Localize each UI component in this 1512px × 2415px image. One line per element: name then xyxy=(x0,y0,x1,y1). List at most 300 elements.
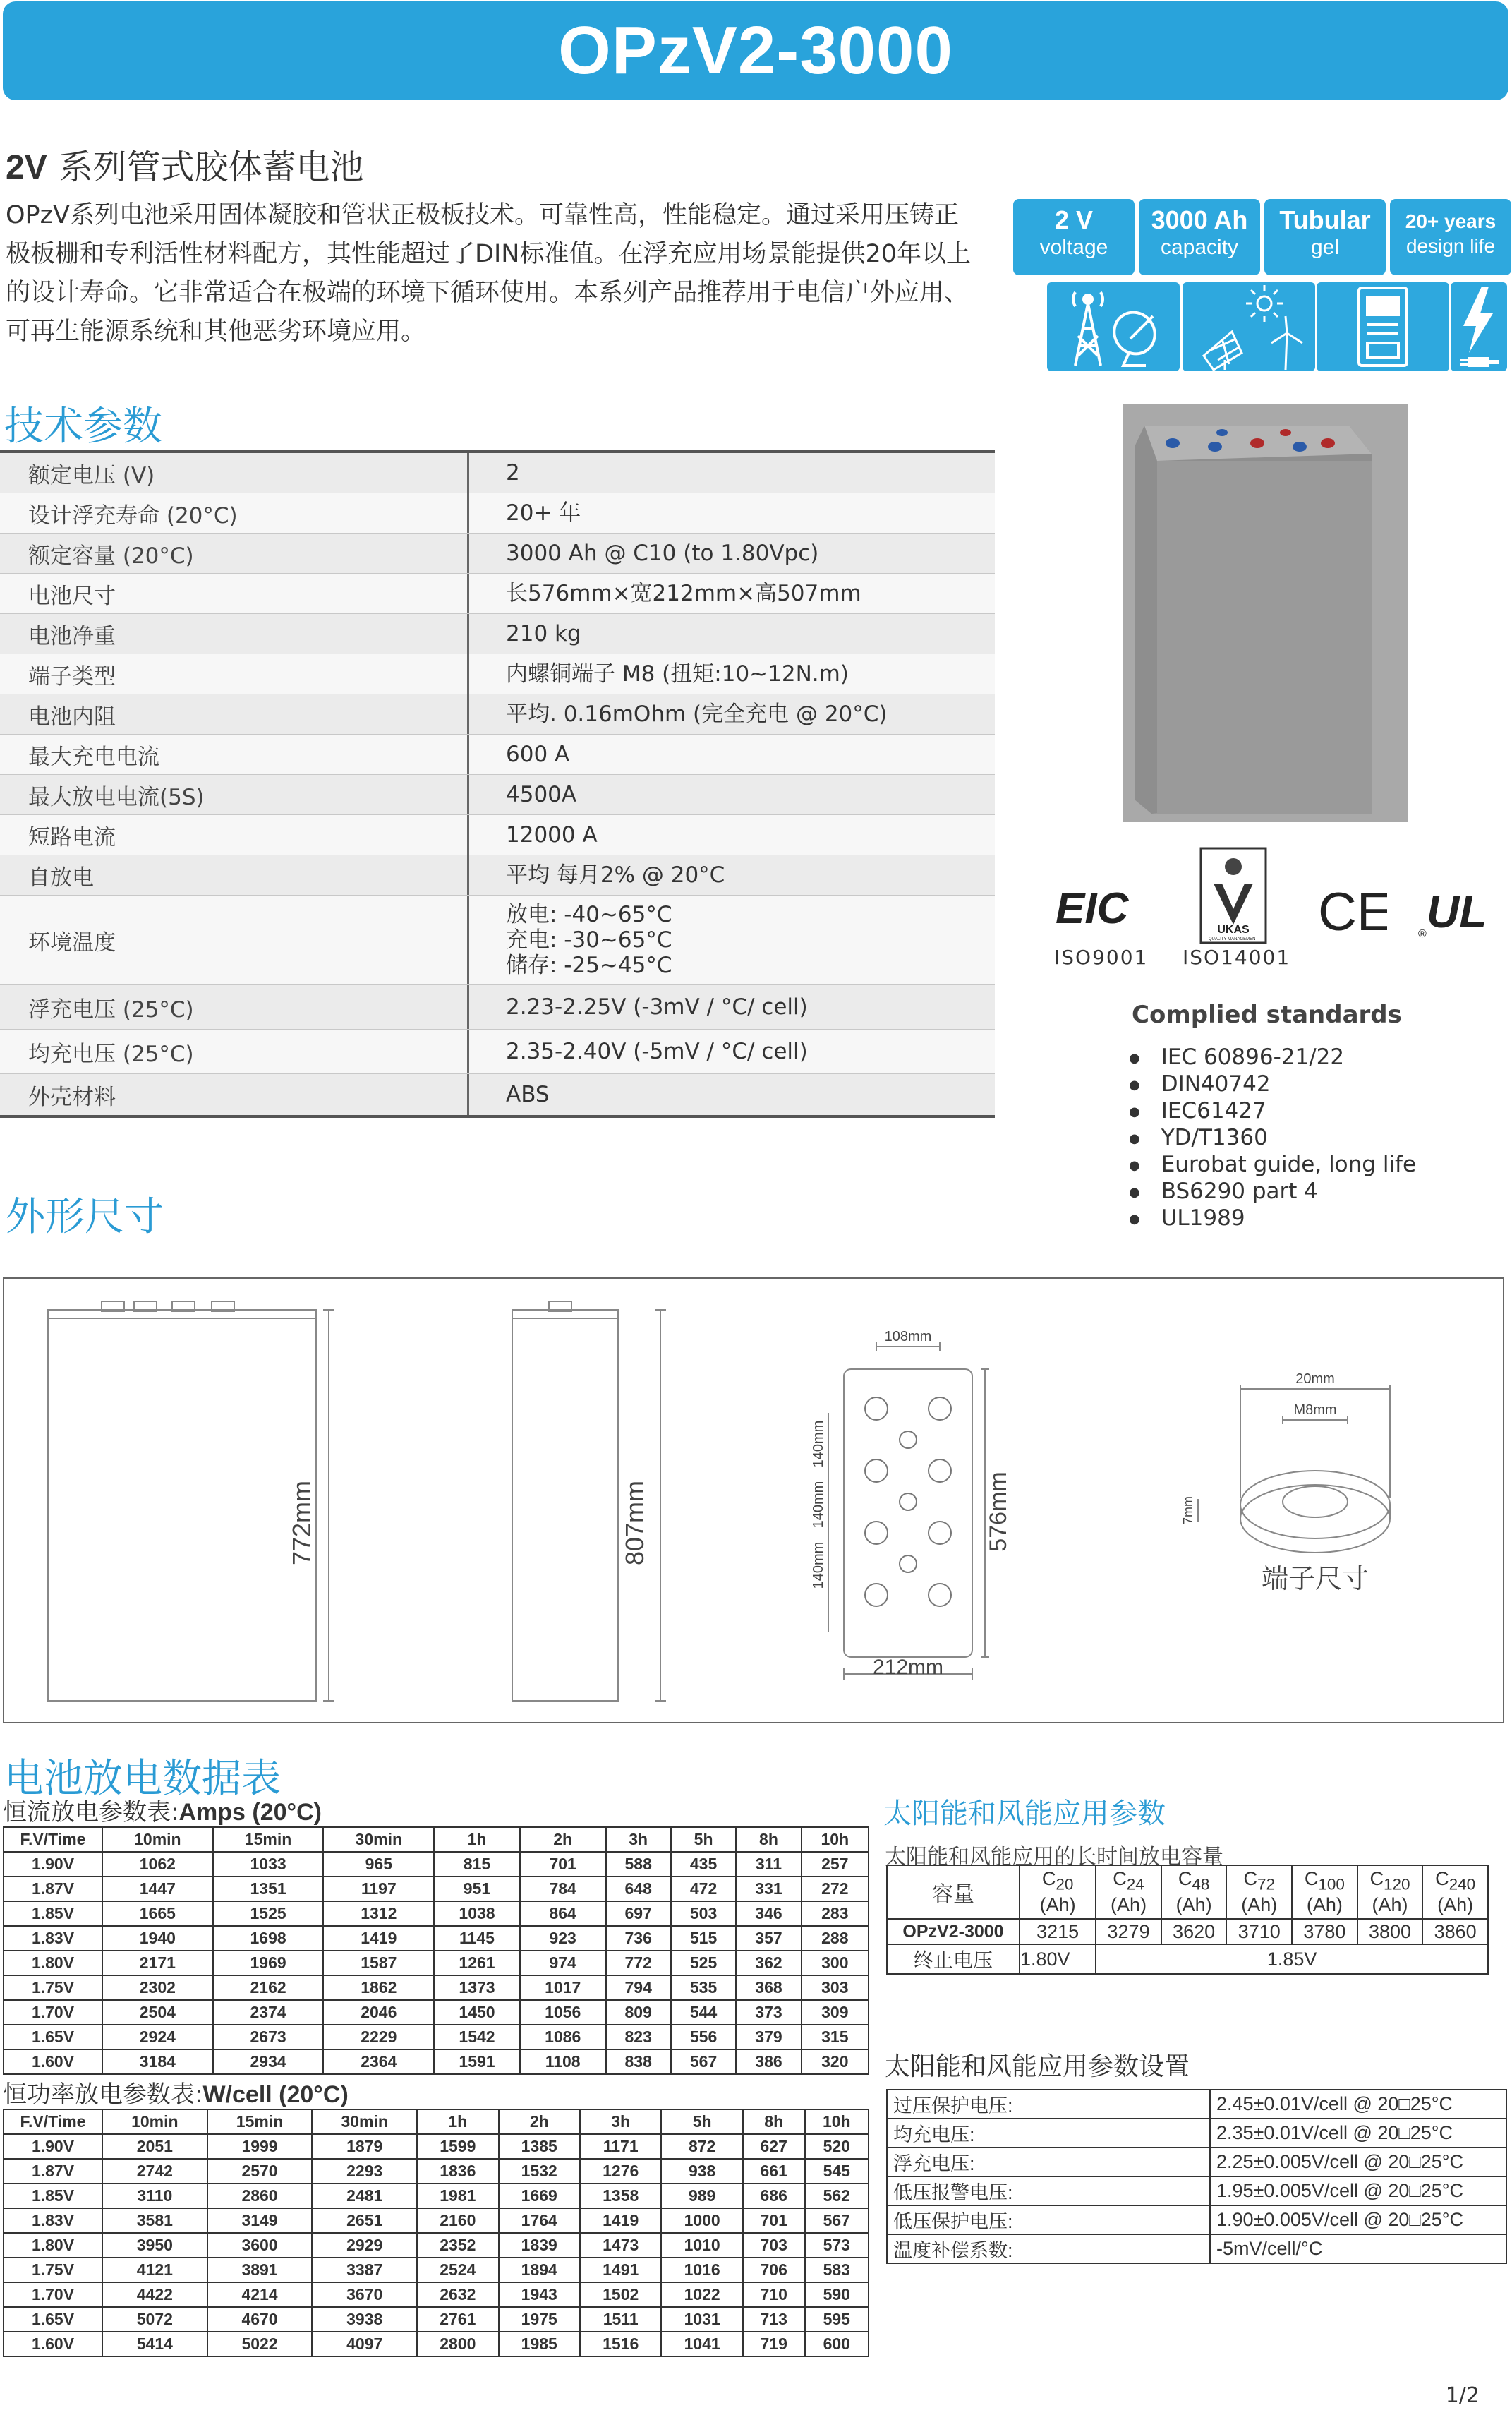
table-cell: 1000 xyxy=(661,2208,742,2233)
table-cell: 5072 xyxy=(102,2307,207,2332)
table-row xyxy=(4,2332,869,2356)
table-cell: 515 xyxy=(671,1926,736,1951)
cap-sub: 24 xyxy=(1126,1875,1144,1893)
subtitle-text: 系列管式胶体蓄电池 xyxy=(59,147,364,187)
table-cell: 2761 xyxy=(417,2307,498,2332)
spec-key: 最大充电电流 xyxy=(0,735,469,774)
table-cell: 4121 xyxy=(102,2258,207,2282)
spec-key: 额定电压 (V) xyxy=(0,453,469,493)
list-item: ● Eurobat guide, long life xyxy=(1129,1152,1416,1179)
table-cell: 951 xyxy=(434,1877,520,1901)
table-row xyxy=(4,1951,869,1975)
settings-key: 温度补偿系数: xyxy=(887,2234,1210,2263)
table-row xyxy=(887,2090,1506,2119)
table-cell: 4214 xyxy=(207,2282,313,2307)
table-row xyxy=(887,1919,1488,1944)
dim-length: 576mm xyxy=(985,1471,1012,1552)
table-cell: 2229 xyxy=(323,2025,434,2049)
settings-key: 过压保护电压: xyxy=(887,2090,1210,2119)
spec-value: 2 xyxy=(506,460,520,486)
badge-design-life xyxy=(1390,199,1511,275)
table-cell: 3149 xyxy=(207,2208,313,2233)
cap-unit: (Ah) xyxy=(1039,1893,1076,1915)
cap-sub: 20 xyxy=(1056,1875,1074,1893)
spec-row xyxy=(0,574,995,614)
table-cell: 1511 xyxy=(580,2307,661,2332)
dim-width: 212mm xyxy=(872,1656,944,1679)
table-cell: 3387 xyxy=(312,2258,417,2282)
table-cell: 809 xyxy=(606,2000,671,2025)
table-cell: 3581 xyxy=(102,2208,207,2233)
table-cell: 2924 xyxy=(102,2025,213,2049)
table-row xyxy=(4,2159,869,2184)
capacity-col-header xyxy=(1226,1865,1292,1919)
table-cell: 1599 xyxy=(417,2134,498,2159)
standards-list xyxy=(1129,1044,1416,1232)
table-header: 3h xyxy=(580,2109,661,2134)
dim-height-2: 807mm xyxy=(620,1480,649,1566)
capacity-col-header xyxy=(1357,1865,1423,1919)
watts-table-title-cn: 恒功率放电参数表: xyxy=(3,2080,203,2109)
cap-c: C xyxy=(1304,1868,1319,1890)
table-cell: 794 xyxy=(606,1975,671,2000)
table-row xyxy=(4,1975,869,2000)
spec-row xyxy=(0,1030,995,1074)
spec-value: 平均 每月2% @ 20°C xyxy=(506,862,725,888)
table-cell: 701 xyxy=(743,2208,805,2233)
spec-value: 内螺铜端子 M8 (扭矩:10~12N.m) xyxy=(506,661,849,687)
spec-key: 短路电流 xyxy=(0,815,469,855)
table-header: 15min xyxy=(207,2109,313,2134)
table-cell: 1.60V xyxy=(4,2332,102,2356)
table-cell: 719 xyxy=(743,2332,805,2356)
cap-c: C xyxy=(1369,1868,1384,1890)
settings-value: 2.35±0.01V/cell @ 20□25°C xyxy=(1210,2119,1506,2148)
table-header: 30min xyxy=(312,2109,417,2134)
spec-row xyxy=(0,855,995,896)
table-row xyxy=(4,2307,869,2332)
spec-key: 最大放电电流(5S) xyxy=(0,775,469,814)
badge-tubular-value: Tubular xyxy=(1279,205,1371,234)
section-title-discharge: 电池放电数据表 xyxy=(4,1756,281,1802)
table-cell: 573 xyxy=(805,2233,869,2258)
table-cell: 1145 xyxy=(434,1926,520,1951)
spec-value: 20+ 年 xyxy=(506,500,581,526)
table-cell: 772 xyxy=(606,1951,671,1975)
table-cell: 1.70V xyxy=(4,2282,102,2307)
table-cell: 1532 xyxy=(499,2159,580,2184)
spec-key: 浮充电压 (25°C) xyxy=(0,985,469,1029)
table-cell: 815 xyxy=(434,1852,520,1877)
spec-row xyxy=(0,815,995,855)
list-item: ● YD/T1360 xyxy=(1129,1125,1416,1152)
table-cell: 272 xyxy=(802,1877,869,1901)
table-row xyxy=(4,2184,869,2208)
iso14001-label: ISO14001 xyxy=(1183,946,1291,969)
amps-table xyxy=(3,1826,869,2075)
table-cell: 710 xyxy=(743,2282,805,2307)
spec-key: 外壳材料 xyxy=(0,1074,469,1115)
watts-table-title xyxy=(3,2075,349,2109)
dim-height-1: 772mm xyxy=(287,1480,316,1566)
table-cell: 3600 xyxy=(207,2233,313,2258)
table-cell: 1943 xyxy=(499,2282,580,2307)
table-cell: 2293 xyxy=(312,2159,417,2184)
spec-value: 4500A xyxy=(506,782,577,807)
table-cell: 472 xyxy=(671,1877,736,1901)
badge-capacity-value: 3000 Ah xyxy=(1151,205,1248,234)
spec-row xyxy=(0,534,995,574)
table-header: F.V/Time xyxy=(4,2109,102,2134)
table-cell: 1041 xyxy=(661,2332,742,2356)
table-cell: 864 xyxy=(520,1901,606,1926)
table-cell: 1197 xyxy=(323,1877,434,1901)
table-cell: 283 xyxy=(802,1901,869,1926)
table-cell: 1.87V xyxy=(4,2159,102,2184)
table-cell: 736 xyxy=(606,1926,671,1951)
table-cell: 1525 xyxy=(213,1901,324,1926)
dim-pitch-3: 140mm xyxy=(811,1541,826,1589)
spec-value: 12000 A xyxy=(506,822,598,848)
table-row xyxy=(4,2208,869,2233)
dimension-drawing xyxy=(3,1277,1504,1723)
table-header: F.V/Time xyxy=(4,1827,102,1852)
capacity-end-label: 终止电压 xyxy=(887,1944,1020,1974)
cap-sub: 100 xyxy=(1318,1875,1345,1893)
table-cell: 556 xyxy=(671,2025,736,2049)
table-row xyxy=(4,1852,869,1877)
table-cell: 4422 xyxy=(102,2282,207,2307)
settings-value: 1.90±0.005V/cell @ 20□25°C xyxy=(1210,2205,1506,2234)
table-row xyxy=(887,2119,1506,2148)
table-row xyxy=(4,2025,869,2049)
table-cell: 1.80V xyxy=(1020,1944,1096,1974)
table-cell: 2524 xyxy=(417,2258,498,2282)
table-cell: 309 xyxy=(802,2000,869,2025)
spec-key: 均充电压 (25°C) xyxy=(0,1030,469,1073)
table-header: 10h xyxy=(805,2109,869,2134)
spec-value: 平均. 0.16mOhm (完全充电 @ 20°C) xyxy=(506,701,888,727)
settings-key: 均充电压: xyxy=(887,2119,1210,2148)
cap-sub: 72 xyxy=(1257,1875,1276,1893)
table-cell: 2302 xyxy=(102,1975,213,2000)
table-cell: 838 xyxy=(606,2049,671,2074)
table-cell: 661 xyxy=(743,2159,805,2184)
table-cell: 1.85V xyxy=(1096,1944,1488,1974)
table-row xyxy=(4,2049,869,2074)
table-cell: 257 xyxy=(802,1852,869,1877)
table-cell: 2632 xyxy=(417,2282,498,2307)
badge-tubular-label: gel xyxy=(1310,236,1340,259)
table-cell: 1312 xyxy=(323,1901,434,1926)
settings-value: 2.25±0.005V/cell @ 20□25°C xyxy=(1210,2148,1506,2176)
table-cell: 1.83V xyxy=(4,2208,102,2233)
spec-key: 自放电 xyxy=(0,855,469,895)
table-cell: 288 xyxy=(802,1926,869,1951)
cap-sub: 120 xyxy=(1383,1875,1410,1893)
spec-key: 电池内阻 xyxy=(0,694,469,734)
dim-terminal-outer: 20mm xyxy=(1295,1371,1335,1387)
settings-value: 2.45±0.01V/cell @ 20□25°C xyxy=(1210,2090,1506,2119)
table-row xyxy=(4,2000,869,2025)
spec-value: 2.35-2.40V (-5mV / °C/ cell) xyxy=(506,1039,808,1064)
table-cell: 706 xyxy=(743,2258,805,2282)
list-item: ● IEC61427 xyxy=(1129,1098,1416,1125)
badge-tubular xyxy=(1264,199,1386,275)
table-cell: 2481 xyxy=(312,2184,417,2208)
table-cell: 648 xyxy=(606,1877,671,1901)
table-cell: 1.87V xyxy=(4,1877,102,1901)
table-cell: 1419 xyxy=(580,2208,661,2233)
table-cell: 1894 xyxy=(499,2258,580,2282)
terminal-size-label: 端子尺寸 xyxy=(1261,1563,1369,1594)
table-cell: 1879 xyxy=(312,2134,417,2159)
table-cell: 1108 xyxy=(520,2049,606,2074)
cap-unit: (Ah) xyxy=(1111,1893,1147,1915)
lightning-plug-icon xyxy=(1451,282,1507,371)
badge-design-life-value: 20+ years xyxy=(1405,210,1496,232)
table-cell: 2929 xyxy=(312,2233,417,2258)
table-cell: 1450 xyxy=(434,2000,520,2025)
table-cell: 923 xyxy=(520,1926,606,1951)
table-cell: 1502 xyxy=(580,2282,661,2307)
table-header: 1h xyxy=(434,1827,520,1852)
table-row xyxy=(887,2176,1506,2205)
table-cell: 5414 xyxy=(102,2332,207,2356)
spec-row xyxy=(0,614,995,654)
table-cell: 590 xyxy=(805,2282,869,2307)
table-cell: 3279 xyxy=(1096,1919,1161,1944)
table-cell: 1.80V xyxy=(4,2233,102,2258)
table-cell: 1839 xyxy=(499,2233,580,2258)
table-cell: 1516 xyxy=(580,2332,661,2356)
spec-value: 600 A xyxy=(506,742,570,767)
table-cell: 1022 xyxy=(661,2282,742,2307)
list-item: ● DIN40742 xyxy=(1129,1071,1416,1098)
settings-value: -5mV/cell/°C xyxy=(1210,2234,1506,2263)
table-row xyxy=(887,1944,1488,1974)
settings-value: 1.95±0.005V/cell @ 20□25°C xyxy=(1210,2176,1506,2205)
spec-key: 环境温度 xyxy=(0,896,469,984)
table-cell: 1373 xyxy=(434,1975,520,2000)
table-cell: 315 xyxy=(802,2025,869,2049)
table-cell: 1.65V xyxy=(4,2025,102,2049)
badge-capacity-label: capacity xyxy=(1160,236,1239,259)
table-cell: 1276 xyxy=(580,2159,661,2184)
table-cell: 1.70V xyxy=(4,2000,102,2025)
table-cell: 686 xyxy=(743,2184,805,2208)
spec-value: 3000 Ah @ C10 (to 1.80Vpc) xyxy=(506,541,819,566)
table-cell: 823 xyxy=(606,2025,671,2049)
capacity-col-header xyxy=(1161,1865,1227,1919)
table-cell: 1985 xyxy=(499,2332,580,2356)
watts-table xyxy=(3,2109,869,2357)
cap-c: C xyxy=(1243,1868,1257,1890)
spec-key: 电池净重 xyxy=(0,614,469,654)
table-cell: 1.80V xyxy=(4,1951,102,1975)
table-cell: 2504 xyxy=(102,2000,213,2025)
table-header: 2h xyxy=(499,2109,580,2134)
table-cell: 2352 xyxy=(417,2233,498,2258)
table-header: 15min xyxy=(213,1827,324,1852)
cap-sub: 48 xyxy=(1192,1875,1210,1893)
table-cell: 2160 xyxy=(417,2208,498,2233)
table-cell: 1999 xyxy=(207,2134,313,2159)
ul-logo-text: UL xyxy=(1427,886,1487,937)
table-cell: 300 xyxy=(802,1951,869,1975)
table-cell: 4670 xyxy=(207,2307,313,2332)
table-cell: 1351 xyxy=(213,1877,324,1901)
cap-sub: 240 xyxy=(1449,1875,1476,1893)
table-cell: 2570 xyxy=(207,2159,313,2184)
table-cell: 784 xyxy=(520,1877,606,1901)
table-cell: 1062 xyxy=(102,1852,213,1877)
ukas-logo-text: UKAS xyxy=(1217,924,1250,936)
solar-capacity-table xyxy=(886,1865,1489,1975)
spec-row xyxy=(0,735,995,775)
spec-value: 长576mm×宽212mm×高507mm xyxy=(506,581,861,606)
table-cell: 3110 xyxy=(102,2184,207,2208)
table-cell: 1491 xyxy=(580,2258,661,2282)
table-header-row xyxy=(4,2109,869,2134)
dim-terminal-height: 7mm xyxy=(1181,1496,1195,1524)
table-row xyxy=(4,2258,869,2282)
table-cell: 1969 xyxy=(213,1951,324,1975)
table-cell: 544 xyxy=(671,2000,736,2025)
table-header: 8h xyxy=(743,2109,805,2134)
table-cell: 362 xyxy=(736,1951,801,1975)
table-cell: 386 xyxy=(736,2049,801,2074)
svg-text:®: ® xyxy=(1418,928,1427,939)
table-cell: 1764 xyxy=(499,2208,580,2233)
table-cell: 1261 xyxy=(434,1951,520,1975)
page-number: 1/2 xyxy=(1445,2383,1480,2408)
table-cell: 373 xyxy=(736,2000,801,2025)
capacity-col-header xyxy=(1096,1865,1161,1919)
table-cell: 1010 xyxy=(661,2233,742,2258)
badge-design-life-label: design life xyxy=(1405,235,1496,257)
table-cell: 2651 xyxy=(312,2208,417,2233)
cap-c: C xyxy=(1435,1868,1449,1890)
table-cell: 583 xyxy=(805,2258,869,2282)
eic-logo xyxy=(1053,882,1144,934)
table-cell: 3184 xyxy=(102,2049,213,2074)
table-cell: 520 xyxy=(805,2134,869,2159)
cap-c: C xyxy=(1178,1868,1192,1890)
cap-unit: (Ah) xyxy=(1241,1893,1278,1915)
table-header: 8h xyxy=(736,1827,801,1852)
table-cell: 1.85V xyxy=(4,2184,102,2208)
table-cell: 588 xyxy=(606,1852,671,1877)
section-title-solar: 太阳能和风能应用参数 xyxy=(883,1797,1166,1830)
cap-c: C xyxy=(1113,1868,1127,1890)
table-cell: 3860 xyxy=(1422,1919,1488,1944)
list-item: ● BS6290 part 4 xyxy=(1129,1179,1416,1205)
table-cell: 1033 xyxy=(213,1852,324,1877)
spec-key: 端子类型 xyxy=(0,654,469,694)
watts-table-title-en: W/cell (20°C) xyxy=(202,2081,349,2108)
table-cell: 368 xyxy=(736,1975,801,2000)
table-cell: 2860 xyxy=(207,2184,313,2208)
table-row xyxy=(4,1877,869,1901)
table-cell: 435 xyxy=(671,1852,736,1877)
cap-unit: (Ah) xyxy=(1437,1893,1474,1915)
table-cell: 1038 xyxy=(434,1901,520,1926)
table-cell: 3670 xyxy=(312,2282,417,2307)
subtitle xyxy=(6,140,363,188)
dim-pitch-1: 140mm xyxy=(811,1420,826,1468)
table-cell: 1.75V xyxy=(4,1975,102,2000)
eic-logo-text: EIC xyxy=(1056,884,1129,932)
table-cell: 1.65V xyxy=(4,2307,102,2332)
table-cell: 331 xyxy=(736,1877,801,1901)
capacity-model: OPzV2-3000 xyxy=(887,1919,1020,1944)
table-cell: 2673 xyxy=(213,2025,324,2049)
table-header: 2h xyxy=(520,1827,606,1852)
solar-capacity-subtitle: 太阳能和风能应用的长时间放电容量 xyxy=(885,1845,1223,1869)
capacity-col-header xyxy=(1020,1865,1096,1919)
table-cell: 1591 xyxy=(434,2049,520,2074)
settings-key: 浮充电压: xyxy=(887,2148,1210,2176)
solar-wind-icon xyxy=(1183,282,1315,371)
battery-photo xyxy=(1123,404,1408,822)
spec-value: 充电: -30~65°C xyxy=(506,927,672,953)
table-cell: 1171 xyxy=(580,2134,661,2159)
table-cell: 1419 xyxy=(323,1926,434,1951)
table-cell: 1940 xyxy=(102,1926,213,1951)
table-cell: 1587 xyxy=(323,1951,434,1975)
page-title: OPzV2-3000 xyxy=(558,13,953,88)
table-cell: 346 xyxy=(736,1901,801,1926)
table-cell: 567 xyxy=(805,2208,869,2233)
table-cell: 1.75V xyxy=(4,2258,102,2282)
table-cell: 503 xyxy=(671,1901,736,1926)
table-cell: 701 xyxy=(520,1852,606,1877)
table-header-row xyxy=(4,1827,869,1852)
table-cell: 3780 xyxy=(1292,1919,1357,1944)
control-panel-icon xyxy=(1317,282,1449,371)
table-cell: 1669 xyxy=(499,2184,580,2208)
settings-key: 低压报警电压: xyxy=(887,2176,1210,2205)
table-cell: 627 xyxy=(743,2134,805,2159)
table-cell: 3710 xyxy=(1226,1919,1292,1944)
table-row xyxy=(887,2148,1506,2176)
table-row xyxy=(4,2134,869,2159)
badge-voltage-label: voltage xyxy=(1039,236,1108,259)
table-cell: 1981 xyxy=(417,2184,498,2208)
table-cell: 3891 xyxy=(207,2258,313,2282)
table-cell: 535 xyxy=(671,1975,736,2000)
table-header: 3h xyxy=(606,1827,671,1852)
cap-unit: (Ah) xyxy=(1372,1893,1408,1915)
spec-value: 2.23-2.25V (-3mV / °C/ cell) xyxy=(506,994,808,1020)
table-cell: 2171 xyxy=(102,1951,213,1975)
table-cell: 3938 xyxy=(312,2307,417,2332)
table-cell: 3215 xyxy=(1020,1919,1096,1944)
telecom-tower-icon xyxy=(1047,282,1180,371)
table-cell: 5022 xyxy=(207,2332,313,2356)
amps-table-title-en: Amps (20°C) xyxy=(179,1799,322,1826)
table-cell: 320 xyxy=(802,2049,869,2074)
table-row xyxy=(887,2205,1506,2234)
table-cell: 303 xyxy=(802,1975,869,2000)
table-cell: 4097 xyxy=(312,2332,417,2356)
badge-voltage-value: 2 V xyxy=(1054,205,1094,234)
table-cell: 311 xyxy=(736,1852,801,1877)
table-header-row xyxy=(887,1865,1488,1919)
table-cell: 2374 xyxy=(213,2000,324,2025)
table-header: 5h xyxy=(661,2109,742,2134)
